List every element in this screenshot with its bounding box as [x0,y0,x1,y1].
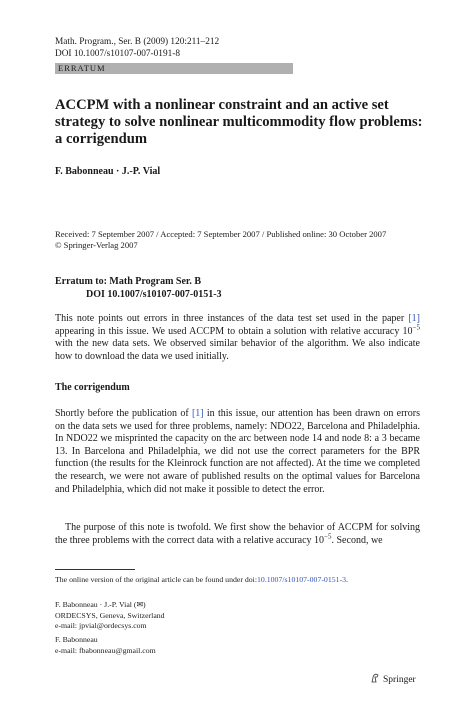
text-run: appearing in this issue. We used ACCPM to obtain a solution with relative accuracy 10 [55,325,413,337]
erratum-to-doi: DOI 10.1007/s10107-007-0151-3 [86,288,222,300]
text-run: with the new data sets. We observed similar behavior of the algorithm. We also indicate how to download the data we used initially. [55,338,420,362]
doi-line: DOI 10.1007/s10107-007-0191-8 [55,49,180,59]
journal-citation [55,36,219,60]
publisher-logo [370,673,416,685]
contact-names: F. Babonneau · J.-P. Vial (✉) [55,600,146,609]
author-contact [55,635,156,656]
springer-horse-icon [370,673,380,683]
section-heading: The corrigendum [55,382,130,393]
publication-dates [55,229,427,251]
erratum-label: ERRATUM [58,63,106,73]
dates-line: Received: 7 September 2007 / Accepted: 7 September 2007 / Published online: 30 October 2007 [55,229,387,239]
text-run: . Second, we [331,534,383,546]
body-paragraph [55,408,420,496]
footnote [55,575,348,585]
authors: F. Babonneau · J.-P. Vial [55,166,161,177]
author-contact [55,600,165,632]
text-run: Shortly before the publication of [55,408,192,419]
text-run: in this issue, our attention has been drawn on errors on the data sets we used for three problems, namely: NDO22, Barcelona and Philadelphia. In NDO22 we misprinted the capacity on the arc between node 14 and node 8: a 3 became 13. In Barcelona and Philadelphia, we did not use the correct parameters for the BPR function (the results for the Kleinrock function are not affected). At the time we completed the research, we were not aware of published results on the optimal values for Barcelona and Philadelphia, which did not make it possible to detect the error. [55,408,420,495]
journal-line: Math. Program., Ser. B (2009) 120:211–212 [55,37,220,47]
abstract-paragraph [55,313,420,363]
text-run: The online version of the original article can be found under doi: [55,575,258,584]
publisher-name: Springer [383,675,416,685]
text-run: The purpose of this note is twofold. We first show the behavior of ACCPM for solving the three problems with the correct data with a relative accuracy 10 [55,522,420,546]
contact-email: e-mail: fbabonneau@gmail.com [55,645,156,655]
contact-org: ORDECSYS, Geneva, Switzerland [55,610,165,620]
copyright-line: © Springer-Verlag 2007 [55,240,138,250]
citation-link[interactable]: [1] [191,408,204,419]
erratum-to-line1: Erratum to: Math Program Ser. B [55,276,202,287]
citation-link[interactable]: [1] [408,313,420,324]
exponent: −5 [412,323,420,332]
contact-name: F. Babonneau [55,635,98,644]
footnote-rule [55,569,135,570]
contact-email: e-mail: jpvial@ordecsys.com [55,621,147,630]
doi-link[interactable]: 10.1007/s10107-007-0151-3 [257,575,347,584]
erratum-to [55,276,222,301]
exponent: −5 [324,532,332,541]
text-run: This note points out errors in three instances of the data test set used in the paper [55,313,409,324]
text-run: . [346,575,348,584]
paper-title: ACCPM with a nonlinear constraint and an active set strategy to solve nonlinear multicommodity flow problems: a corrigendum [55,97,423,147]
body-paragraph [55,522,420,547]
